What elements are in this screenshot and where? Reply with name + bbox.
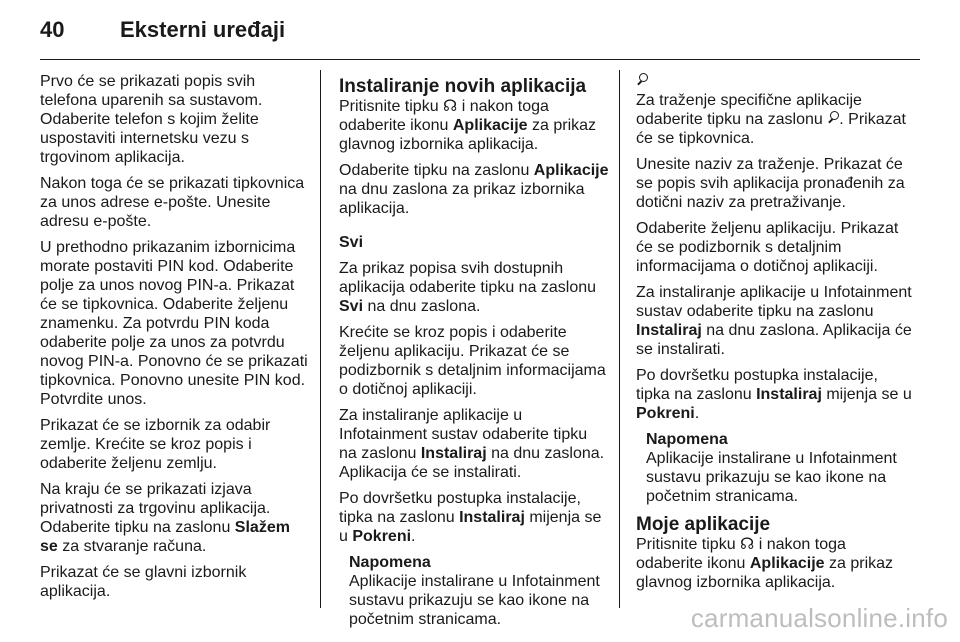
button-label-slazem-se: Slažem se [40,519,290,555]
text-run: Po dovršetku postupka instalacije, tipka na zaslonu [339,490,581,526]
text-run: Za instaliranje aplikacije u Infotainment sustav odaberite tipku na zaslonu [339,407,588,462]
header-rule [40,59,920,60]
note-box [636,430,912,506]
paragraph [339,161,609,218]
paragraph: Odaberite željenu aplikaciju. Prikazat će se podizbornik s detaljnim informacijama o dotičnoj aplikaciji. [636,220,899,275]
text-run: Po dovršetku postupka instalacije, tipka na zaslonu [636,367,878,403]
paragraph [636,283,912,359]
paragraph [636,535,912,592]
home-icon: ☊ [443,98,458,115]
paragraph: Prikazat će se glavni izbornik aplikacija. [40,564,247,600]
text-run: za stvaranje računa. [57,538,207,555]
note-box [339,553,609,629]
chapter-title: Eksterni uređaji [120,17,286,42]
column-2 [339,72,609,637]
note-text: Aplikacije instalirane u Infotainment sustavu prikazuju se kao ikone na početnim stranicama. [646,450,897,505]
column-1 [40,72,308,608]
text-run: na dnu zaslona za prikaz izbornika aplikacija. [339,181,585,217]
text-run: Odaberite tipku na zaslonu [339,162,534,179]
watermark: carmanualsonline.info [690,603,948,633]
search-icon [636,72,648,88]
paragraph: U prethodno prikazanim izbornicima morate postaviti PIN kod. Odaberite polje za unos novog PIN-a. Prikazat će se tipkovnica. Odaberite željenu znamenku. Za potvrdu PIN koda odaberite polje za unos za potvrdu novog PIN-a. Ponovno će se prikazati tipkovnica. Ponovno unesite PIN kod. Potvrdite unos. [40,239,308,408]
text-run: mijenja se u [821,386,912,403]
paragraph [339,97,609,154]
column-divider-2 [619,70,620,608]
search-icon [827,110,839,126]
note-text: Aplikacije instalirane u Infotainment sustavu prikazuju se kao ikone na početnim stranicama. [349,573,600,628]
label-pokreni: Pokreni [636,405,695,422]
text-run: . [411,528,416,545]
note-title: Napomena [646,431,728,448]
paragraph: Prvo će se prikazati popis svih telefona uparenih sa sustavom. Odaberite telefon s kojim želite uspostaviti internetsku vezu s trgovinom aplikacija. [40,73,263,166]
column-3 [636,72,912,599]
page-number: 40 [40,17,65,42]
text-run: mijenja se u [339,509,602,545]
text-run: Za prikaz popisa svih dostupnih aplikacija odaberite tipku na zaslonu [339,260,597,296]
text-run: na dnu zaslona. Aplikacija će se instalirati. [636,322,912,358]
label-aplikacije: Aplikacije [749,555,825,572]
text-run: Pritisnite tipku [339,98,444,115]
paragraph [636,366,912,423]
note-title: Napomena [349,554,431,571]
column-divider-1 [320,70,321,608]
paragraph: Prikazat će se izbornik za odabir zemlje. Krećite se kroz popis i odaberite željenu zemlju. [40,417,271,472]
label-instaliraj: Instaliraj [756,386,822,403]
subheading-svi: Svi [339,234,364,251]
label-pokreni: Pokreni [352,528,412,545]
text-run: Pritisnite tipku [636,536,741,553]
text-run: i nakon toga odaberite ikonu [636,536,846,572]
paragraph [339,406,609,482]
text-run: . Prikazat će se tipkovnica. [636,111,906,147]
paragraph: Nakon toga će se prikazati tipkovnica za unos adrese e-pošte. Unesite adresu e-pošte. [40,175,305,230]
paragraph [636,91,912,148]
label-instaliraj: Instaliraj [459,509,525,526]
text-run: Na kraju će se prikazati izjava privatnosti za trgovinu aplikacija. Odaberite tipku na zaslonu [40,481,271,536]
section-heading-install: Instaliranje novih aplikacija [339,76,587,97]
text-run: za prikaz glavnog izbornika aplikacija. [636,555,894,591]
page-header [40,17,285,53]
label-aplikacije: Aplikacije [533,162,609,179]
paragraph [339,489,609,546]
paragraph: Unesite naziv za traženje. Prikazat će se popis svih aplikacija pronađenih za dotični naziv za pretraživanje. [636,156,905,211]
label-svi: Svi [339,298,364,315]
section-heading-my-apps: Moje aplikacije [636,514,771,535]
text-run: na dnu zaslona. [363,298,481,315]
text-run: na dnu zaslona. Aplikacija će se instalirati. [339,445,605,481]
label-aplikacije: Aplikacije [452,117,528,134]
text-run: Za instaliranje aplikacije u Infotainment sustav odaberite tipku na zaslonu [636,284,912,320]
text-run: Za traženje specifične aplikacije odaberite tipku na zaslonu [636,92,862,128]
label-instaliraj: Instaliraj [636,322,702,339]
paragraph [40,480,308,556]
text-run: za prikaz glavnog izbornika aplikacija. [339,117,597,153]
paragraph: Krećite se kroz popis i odaberite željenu aplikaciju. Prikazat će se podizbornik s detaljnim informacijama o dotičnoj aplikaciji. [339,324,606,398]
paragraph [636,72,912,91]
paragraph [339,259,609,316]
home-icon: ☊ [740,536,755,553]
text-run: . [694,405,700,422]
text-run: i nakon toga odaberite ikonu [339,98,549,134]
label-instaliraj: Instaliraj [420,445,487,462]
